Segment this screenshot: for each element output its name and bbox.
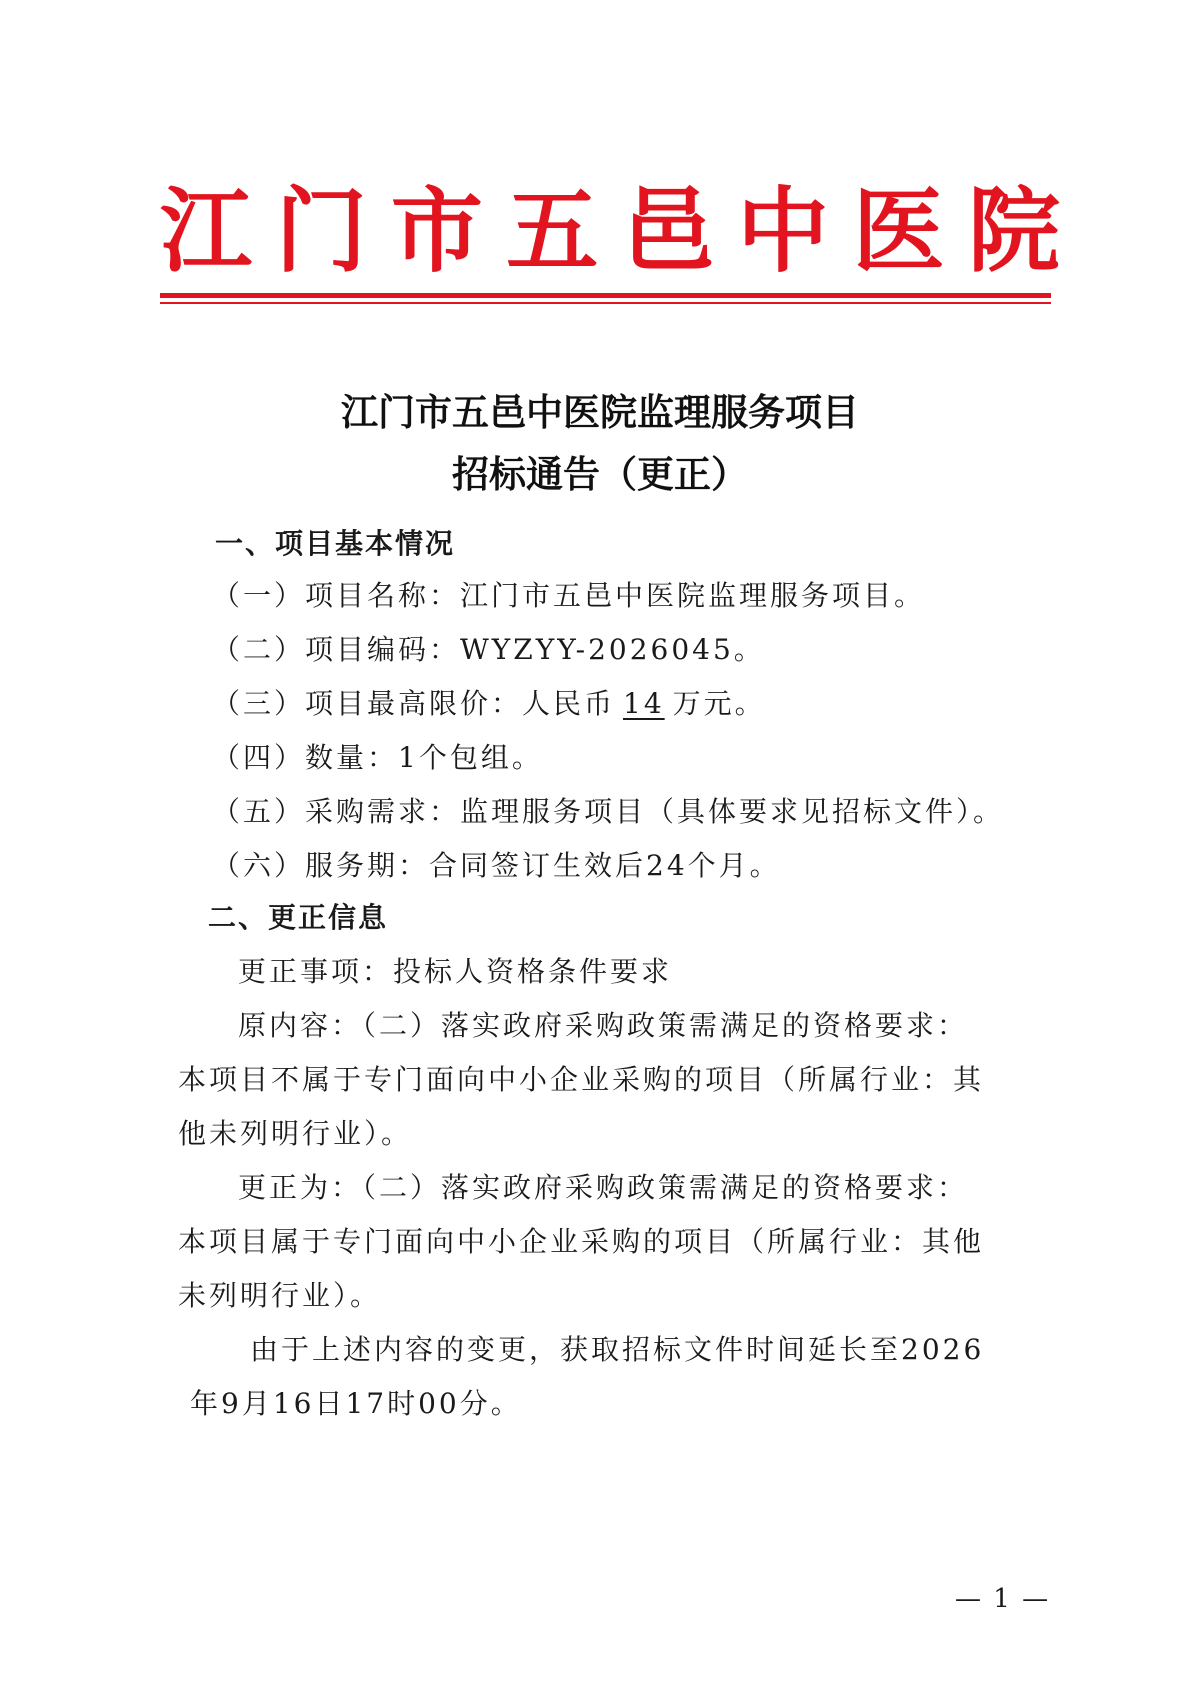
letterhead-rule-thin — [160, 302, 1051, 304]
corrected-content-line-2: 本项目属于专门面向中小企业采购的项目（所属行业：其他 — [178, 1225, 985, 1258]
original-content-line-1: 原内容：（二）落实政府采购政策需满足的资格要求： — [238, 1009, 969, 1042]
item-quantity: （四）数量：1个包组。 — [212, 741, 543, 774]
document-title-line-2: 招标通告（更正） — [452, 452, 748, 496]
max-price-unit: 万元。 — [672, 687, 766, 720]
extension-note-line-2: 年9月16日17时00分。 — [190, 1387, 522, 1420]
correction-matter: 更正事项：投标人资格条件要求 — [238, 955, 673, 988]
item-service-period: （六）服务期：合同签订生效后24个月。 — [212, 849, 781, 882]
letterhead-char-1: 江 — [160, 178, 253, 285]
max-price-amount: 14 — [623, 687, 665, 720]
item-procurement-requirement: （五）采购需求：监理服务项目（具体要求见招标文件）。 — [212, 795, 1005, 828]
letterhead-rule-thick — [160, 293, 1051, 298]
section-2-heading: 二、更正信息 — [208, 901, 389, 934]
letterhead-char-8: 院 — [967, 178, 1060, 285]
letterhead-char-7: 医 — [852, 178, 945, 285]
letterhead-title — [160, 178, 1060, 285]
page-number: — 1 — — [955, 1584, 1051, 1614]
section-1-heading: 一、项目基本情况 — [215, 527, 456, 560]
letterhead-char-4: 五 — [506, 178, 599, 285]
letterhead-char-5: 邑 — [621, 178, 714, 285]
letterhead-char-3: 市 — [390, 178, 483, 285]
max-price-label: （三）项目最高限价：人民币 — [212, 687, 616, 720]
extension-note-line-1: 由于上述内容的变更，获取招标文件时间延长至2026 — [250, 1333, 985, 1366]
item-max-price — [212, 684, 766, 724]
corrected-content-line-3: 未列明行业）。 — [178, 1279, 382, 1312]
letterhead-char-6: 中 — [737, 178, 830, 285]
item-project-code: （二）项目编码：WYZYY-2026045。 — [212, 633, 765, 666]
original-content-line-2: 本项目不属于专门面向中小企业采购的项目（所属行业：其 — [178, 1063, 985, 1096]
corrected-content-line-1: 更正为：（二）落实政府采购政策需满足的资格要求： — [238, 1171, 969, 1204]
item-project-name: （一）项目名称：江门市五邑中医院监理服务项目。 — [212, 579, 926, 612]
letterhead-char-2: 门 — [275, 178, 368, 285]
original-content-line-3: 他未列明行业）。 — [178, 1117, 413, 1150]
document-title-line-1: 江门市五邑中医院监理服务项目 — [341, 390, 859, 434]
